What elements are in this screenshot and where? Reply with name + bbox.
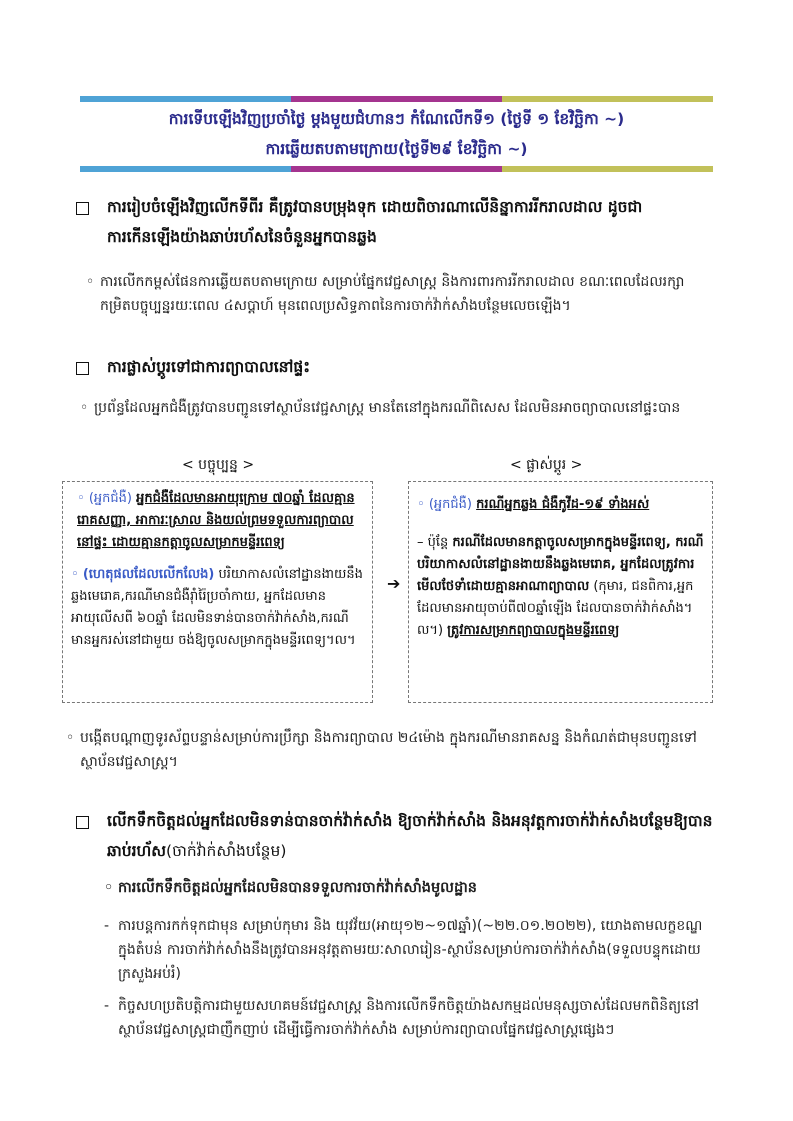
current-exception-label: (ហេតុផលដែលលើកលែង) [82, 567, 215, 582]
change-exception-item [417, 532, 704, 642]
bullet-circle-icon: ◦ [417, 497, 425, 512]
checkbox-square-icon [76, 202, 89, 215]
section2-bullet: ◦ ប្រព័ន្ធដែលអ្នកជំងឺត្រូវបានបញ្ជូនទៅស្ថាប័នវេជ្ជសាស្ត្រ មានតែនៅក្នុងករណីពិសេស ដែលមិនអាចព្យាបាលនៅផ្ទះបាន [80, 396, 720, 420]
change-bold-text: ករណីដែលមានកត្តាចូលសម្រាកក្នុងមន្ទីរពេទ្យ, ករណីបរិយាកាសលំនៅដ្ឋានងាយនឹងឆ្លងមេរោគ, អ្នកដែលត្រូវការមេីលថែទាំដោយគ្មានអាណាព្យាបាល [417, 535, 704, 594]
dash-icon: - [104, 918, 110, 934]
dash-icon: – [417, 535, 424, 550]
dash-icon: - [104, 998, 110, 1014]
current-exception-item [71, 564, 364, 652]
current-patient-label: (អ្នកជំងឺ) [88, 491, 132, 506]
bullet-circle-icon: ◦ [77, 491, 85, 506]
page-title: ការទេីបឡេីងវិញប្រចាំថ្ងៃ ម្ដងមួយជំហានៗ កំណែលេីកទី១ (ថ្ងៃទី ១ ខែវិច្ឆិកា ~) ការឆ្លេីយតបតាមក្រោយ(ថ្ងៃទី២៩ ខែវិច្ឆិកា ~) [168, 110, 625, 158]
bullet-circle-icon: ◦ [80, 400, 89, 416]
section3-item2: - កិច្ចសហប្រតិបត្តិការជាមួយសហគមន៍វេជ្ជសាស្ត្រ និងការលេីកទឹកចិត្តយ៉ាងសកម្មដល់មនុស្សចាស់ដែលមកពិនិត្យនៅស្ថាប័នវេជ្ជសាស្ត្រជាញឹកញាប់ ដេីម្បីធ្វេីការចាក់វ៉ាក់សាំង សម្រាប់ការព្យាបាលផ្នែកវេជ្ជសាស្ត្រផ្សេងៗ [104, 994, 714, 1042]
section2-bullet2: ◦ បង្កេីតបណ្ដាញទូរស័ព្ទបន្ទាន់សម្រាប់ការប្រឹក្សា និងការព្យាបាល ២៤ម៉ោង ក្នុងករណីមានរាគសន្ន និងកំណត់ជាមុនបញ្ជូនទៅស្ថាប័នវេជ្ជសាស្ត្រ។ [66, 726, 726, 774]
section3-sub: ◦ ការលេីកទឹកចិត្តដល់អ្នកដែលមិនបានទទួលការចាក់វ៉ាក់សាំងមូលដ្ឋាន [104, 876, 704, 900]
change-hospital-text: ត្រូវការសម្រាកព្យាបាលក្នុងមន្ទីរពេទ្យ [447, 623, 620, 638]
change-patient-item [417, 494, 704, 516]
change-patient-text: ករណីអ្នកឆ្លង ជំងឺកូវីដ-១៩ ទាំងអស់ [476, 497, 650, 512]
section3-heading: លេីកទឹកចិត្តដល់អ្នកដែលមិនទាន់បានចាក់វ៉ាក់សាំង ឱ្យចាក់វ៉ាក់សាំង និងអនុវត្តការចាក់វ៉ាក់សាំងបន្ថែមឱ្យបានឆាប់រហ័ស(ចាក់វ៉ាក់សាំងបន្ថែម) [76, 806, 716, 866]
current-exception-text: បរិយាកាសលំនៅដ្ឋានងាយនឹងឆ្លងមេរោគ,ករណីមានជំងឺរ៉ាំរ៉ៃប្រចាំកាយ, អ្នកដែលមានអាយុលេីសពី ៦០ឆ្នាំ ដែលមិនទាន់បានចាក់វ៉ាក់សាំង,ករណីមានអ្នករស់នៅជាមួយ ចង់ឱ្យចូលសម្រាកក្នុងមន្ទីរពេទ្យ។ល។ [71, 567, 363, 648]
checkbox-square-icon [76, 362, 89, 375]
change-plain-text: (កុមារ, ជនពិការ,អ្នកដែលមានអាយុចាប់ពី៧០ឆ្នាំឡេីង ដែលបានចាក់វ៉ាក់សាំង។ល។) [417, 579, 694, 638]
tab-change-label: < ផ្លាស់ប្ដូរ > [510, 457, 583, 473]
section3-item1: - ការបន្តការកក់ទុកជាមុន សម្រាប់កុមារ និង យុវវ័យ(អាយុ១២~១៧ឆ្នាំ)(~២២.០១.២០២២), យោងតាមលក្ខខណ្ឌក្នុងតំបន់ ការចាក់វ៉ាក់សាំងនឹងត្រូវបានអនុវត្តតាមរយៈសាលារៀន-ស្ថាប័នសម្រាប់ការចាក់វ៉ាក់សាំង(ទទួលបន្ទុកដោយក្រសួងអប់រំ) [104, 914, 714, 986]
arrow-right-icon: ➔ [387, 574, 401, 593]
current-panel [62, 481, 373, 703]
change-patient-label: (អ្នកជំងឺ) [428, 497, 472, 512]
current-patient-item [71, 488, 364, 554]
tab-current-label: < បច្ចុប្បន្ន > [182, 457, 255, 473]
section1-heading: ការរៀបចំឡេីងវិញលេីកទីពីរ គឺត្រូវបានបម្រុងទុក ដោយពិចារណាលេីនិន្នាការរីករាលដាល ដូចជាការកេីនឡេីងយ៉ាងឆាប់រហ័សនៃចំនួនអ្នកបានឆ្លង [76, 192, 706, 252]
current-patient-text: អ្នកជំងឺដែលមានអាយុក្រោម ៧០ឆ្នាំ ដែលគ្មានរោគសញ្ញា, អាការៈស្រាល និងយល់ព្រមទទួលការព្យាបាលនៅផ្ទះ ដោយគ្មានកត្តាចូលសម្រាកមន្ទីរពេទ្យ [77, 491, 355, 550]
checkbox-square-icon [76, 816, 89, 829]
bullet-circle-icon: ◦ [104, 880, 114, 896]
bullet-circle-icon: ◦ [71, 567, 79, 582]
header-top-bar [80, 96, 713, 102]
section1-bullet: ◦ ការលេីកកម្ពស់ផែនការឆ្លេីយតបតាមក្រោយ សម្រាប់ផ្នែកវេជ្ជសាស្ត្រ និងការពារការរីករាលដាល ខណៈពេលដែលរក្សាកម្រិតបច្ចុប្បន្នរយៈពេល ៤សប្ដាហ៍ មុនពេលប្រសិទ្ធភាពនៃការចាក់វ៉ាក់សាំងបន្ថែមលេចឡេីង។ [86, 270, 726, 318]
section2-heading: ការផ្លាស់ប្ដូរទៅជាការព្យាបាលនៅផ្ទះ [76, 352, 706, 382]
change-panel [408, 481, 713, 703]
header-bottom-bar [80, 166, 713, 172]
change-lead-text: ប៉ុន្តែ [427, 535, 449, 550]
bullet-circle-icon: ◦ [86, 274, 95, 290]
bullet-circle-icon: ◦ [66, 730, 75, 746]
